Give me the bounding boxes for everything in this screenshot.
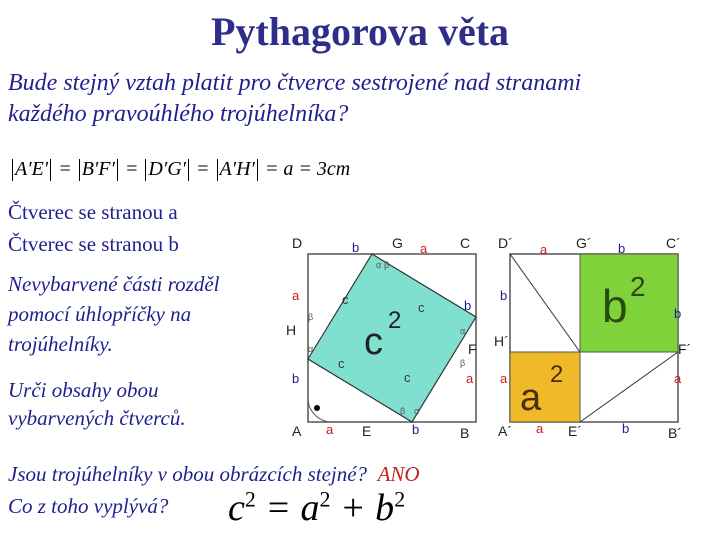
angle-g-alpha: α	[376, 260, 382, 270]
diagonal-top-left	[510, 254, 580, 352]
side2-top-a: a	[540, 242, 548, 257]
eq-b-exp: 2	[394, 486, 406, 512]
side2-bottom-a: a	[536, 421, 544, 436]
a-square-exp: 2	[550, 361, 564, 388]
label-h: H	[286, 322, 297, 338]
side2-left-b: b	[500, 288, 508, 303]
right-angle-dot	[314, 405, 320, 411]
question-line-2: každého pravoúhlého trojúhelníka?	[8, 101, 349, 127]
question-2	[8, 462, 420, 486]
b-square-exp: 2	[630, 271, 646, 302]
c-square-label: c	[364, 321, 383, 363]
label-a2: A´	[498, 423, 512, 439]
side2-left-a: a	[500, 371, 508, 386]
side2-right-b: b	[674, 306, 682, 321]
right-angle-arc	[308, 398, 332, 422]
figure-ab-squares	[496, 228, 718, 448]
angle-e-alpha: α	[414, 406, 420, 416]
square-a-text: Čtverec se stranou a	[8, 200, 178, 224]
segment-ah: A′H′	[219, 158, 255, 180]
side2-top-b: b	[618, 241, 626, 256]
task1-line-3: trojúhelníky.	[8, 332, 113, 356]
side-left-b: b	[292, 371, 300, 386]
side-top-a: a	[420, 241, 428, 256]
side-left-a: a	[292, 288, 300, 303]
label-a: A	[292, 423, 302, 439]
task1-line-2: pomocí úhlopříčky na	[8, 302, 192, 326]
formula-tail: = a = 3cm	[264, 158, 351, 180]
side-right-a: a	[466, 371, 474, 386]
side-length-formula: A′E′ = B′F′ = D′G′ = A′H′ = a = 3cm	[10, 158, 350, 181]
label-g2: G´	[576, 235, 592, 251]
pythagorean-equation	[228, 486, 405, 530]
label-g: G	[392, 235, 403, 251]
task2-line-1: Urči obsahy obou	[8, 378, 159, 402]
segment-bf: B′F′	[81, 158, 115, 180]
c-square	[308, 254, 476, 422]
square-b-text: Čtverec se stranou b	[8, 232, 179, 256]
diagonal-bottom-right	[580, 352, 678, 422]
angle-e-beta: β	[400, 406, 406, 416]
segment-ae: A′E′	[15, 158, 49, 180]
label-d: D	[292, 235, 303, 251]
question-line-1: Bude stejný vztah platit pro čtverce sestrojené nad stranami	[8, 70, 582, 96]
a-square-label: a	[520, 377, 542, 419]
side-bottom-a: a	[326, 422, 334, 437]
hyp-label-2: c	[418, 300, 425, 315]
label-h2: H´	[494, 333, 509, 349]
label-f2: F´	[678, 341, 692, 357]
eq-a-exp: 2	[319, 486, 331, 512]
side2-right-a: a	[674, 371, 682, 386]
label-e: E	[362, 423, 372, 439]
task2-line-2: vybarvených čtverců.	[8, 406, 186, 430]
hyp-label-4: c	[404, 370, 411, 385]
eq-a: = a	[255, 487, 320, 529]
angle-f-beta: β	[460, 358, 466, 368]
side-top-b: b	[352, 240, 360, 255]
angle-h-alpha: α	[308, 344, 314, 354]
figure-c-square	[280, 228, 508, 448]
question-2-text: Jsou trojúhelníky v obou obrázcích stejné?	[8, 462, 368, 486]
label-e2: E´	[568, 423, 582, 439]
hyp-label-3: c	[338, 356, 345, 371]
task1-line-1: Nevybarvené části rozděl	[8, 272, 220, 296]
side-bottom-b: b	[412, 422, 420, 437]
hyp-label-1: c	[342, 292, 349, 307]
label-b: B	[460, 425, 470, 441]
label-c: C	[460, 235, 471, 251]
label-f: F	[468, 341, 477, 357]
segment-dg: D′G′	[148, 158, 187, 180]
label-c2: C´	[666, 235, 681, 251]
side2-bottom-b: b	[622, 421, 630, 436]
angle-g-beta: β	[384, 260, 390, 270]
question-3: Co z toho vyplývá?	[8, 494, 169, 518]
answer: ANO	[377, 462, 420, 486]
angle-h-beta: β	[308, 312, 314, 322]
eq-c-exp: 2	[244, 486, 256, 512]
b-square	[580, 254, 678, 352]
label-d2: D´	[498, 235, 513, 251]
page-title: Pythagorova věta	[210, 9, 510, 54]
b-square-label: b	[602, 280, 628, 332]
angle-f-alpha: α	[460, 326, 466, 336]
side-right-b: b	[464, 298, 472, 313]
eq-b: + b	[330, 487, 395, 529]
eq-c: c	[228, 487, 245, 529]
c-square-exp: 2	[388, 307, 402, 334]
label-b2: B´	[668, 425, 682, 441]
